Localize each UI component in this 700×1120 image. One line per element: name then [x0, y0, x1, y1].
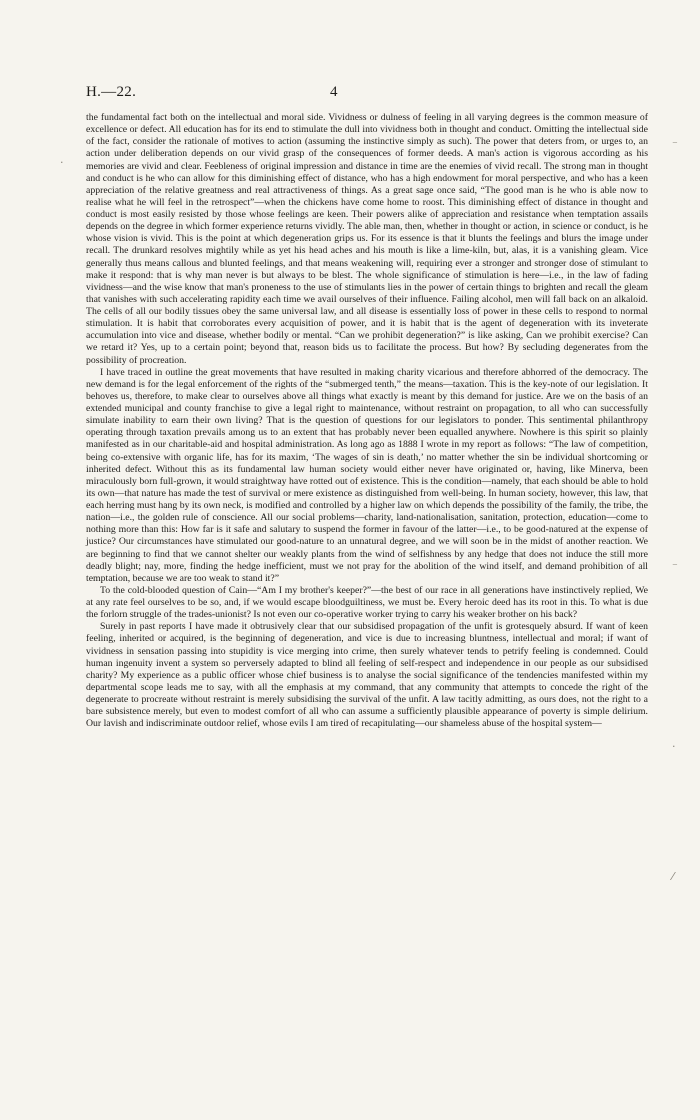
margin-mark-icon: ⁻: [672, 560, 678, 573]
paragraph-cain: To the cold-blooded question of Cain—“Am I my brother's keeper?”—the best of our race in all generations have instinctively replied, We at any rate feel ourselves to be so, and, if we would escape bloodguiltiness, we must be. Every heroic deed has its root in this. To what is due the forlorn struggle of the trades-unionist? Is not even our co-operative worker trying to carry his weaker brother on his back?: [86, 584, 648, 621]
document-reference: H.—22.: [86, 84, 137, 100]
body-text: [86, 112, 648, 730]
page-header: [86, 84, 648, 106]
margin-mark-icon: ⁻: [672, 138, 678, 151]
margin-mark-icon: ·: [60, 156, 64, 169]
margin-mark-icon: ·: [672, 740, 676, 753]
paragraph-unfit: Surely in past reports I have made it obtrusively clear that our subsidised propagation of the unfit is grotesquely absurd. If want of keen feeling, inherited or acquired, is the beginning of degeneration, and vice is due to increasing bluntness, intellectual and moral; if want of vividness in sensation passing into stupidity is vice merging into crime, then surely whatever tends to petrify feeling is condemned. Could human ingenuity invent a system so perversely adapted to blind all feeling of self-respect and independence in our people as our subsidised charity? My experience as a public officer whose chief business is to analyse the social significance of the tendencies manifested within my departmental scope leads me to say, with all the emphasis at my command, that any community that attempts to concede the right of the degenerate to procreate without restraint is merely subsidising the survival of the unfit. A law tacitly admitting, as ours does, not the right to a bare subsistence merely, but even to modest comfort of all who can assume a sufficiently plausible appearance of poverty is simple delirium. Our lavish and indiscriminate outdoor relief, whose evils I am tired of recapitulating—our shameless abuse of the hospital system—: [86, 621, 648, 730]
page-number: 4: [330, 84, 338, 100]
margin-mark-icon: ⁄: [672, 870, 674, 883]
paragraph-degeneration: the fundamental fact both on the intellectual and moral side. Vividness or dulness of feeling in all varying degrees is the common measure of excellence or defect. All education has for its end to stimulate the dull into vividness both in thought and conduct. Omitting the intellectual side of the fact, consider the rationale of motives to action (assuming the instinctive simply as such). The power that deters from, or urges to, an action under deliberation depends on our vivid grasp of the consequences of former deeds. A man's action is vigorous according as his memories are vivid and clear. Feebleness of original impression and distance in time are the enemies of vivid recall. The strong man in thought and conduct is he who can allow for this diminishing effect of distance, who has a high endowment for moral perspective, and who has a keen appreciation of the relative greatness and real attractiveness of things. As a great sage once said, “The good man is he who is able now to realise what he will feel in the retrospect”—when the chickens have come home to roost. This diminishing effect of distance in thought and conduct is most easily resisted by those whose feelings are keen. Their powers alike of appreciation and resistance when temptation assails depends on the degree in which former experience returns vividly. The able man, then, whether in thought or action, in science or conduct, is he whose vision is vivid. This is the point at which degeneration grips us. For its essence is that it blunts the feelings and blurs the image under recall. The drunkard resolves mightily while as yet his head aches and his mouth is like a lime-kiln, but, alas, it is a vanishing gleam. Vice generally thus means callous and blunted feelings, and that means weakening will, requiring ever a stronger and stronger dose of stimulant to make it respond: that is why man never is but always to be blest. The whole significance of stimulation is here—i.e., in the law of fading vividness—and the wise know that man's proneness to the use of stimulants lies in the power of certain things to brighten and recall the gleam that vanishes with such accelerating rapidity each time we avail ourselves of their influence. Failing alcohol, men will fall back on an alkaloid. The cells of all our bodily tissues obey the same universal law, and all disease is essentially loss of power in these cells to respond to normal stimulation. It is habit that corroborates every acquisition of power, and it is habit that is the agent of degeneration with its inveterate accumulation into vice and disease, whether bodily or mental. “Can we prohibit degeneration?” is like asking, Can we prohibit exercise? Can we retard it? Yes, up to a certain point; beyond that, reason bids us to facilitate the process. But how? By secluding degenerates from the possibility of procreation.: [86, 112, 648, 366]
paragraph-charity: I have traced in outline the great movements that have resulted in making charity vicarious and therefore abhorred of the democracy. The new demand is for the legal enforcement of the rights of the “submerged tenth,” the means—taxation. This is the key-note of our legislation. It behoves us, therefore, to make clear to ourselves above all things what exactly is meant by this demand for justice. Are we on the basis of an extended municipal and county franchise to give a legal right to maintenance, without restraint on propagation, to all who can successfully simulate inability to earn their own living? That is the question of questions for our legislators to ponder. This sentimental philanthropy operating through taxation prevails among us to an extent that has probably never been equalled anywhere. Nowhere is this spirit so plainly manifested as in our charitable-aid and hospital administration. As long ago as 1888 I wrote in my report as follows: “The law of competition, being co-extensive with organic life, has for its maxim, ‘The wages of sin is death,’ no matter whether the sin be individual shortcoming or inherited defect. Without this as its fundamental law human society would either never have originated or, having, like Minerva, been miraculously born full-grown, it would straightway have rotted out of existence. This is the condition—namely, that each should be able to hold its own—that nature has made the test of survival or mere existence as distinguished from well-being. In human society, however, this law, that each herring must hang by its own neck, is modified and controlled by a higher law on which depends the possibility of the family, the tribe, the nation—i.e., the golden rule of conscience. All our social problems—charity, land-nationalisation, sanitation, protection, education—come to nothing more than this: How far is it safe and salutary to suspend the former in favour of the latter—i.e., to be good-natured at the expense of justice? Our circumstances have stimulated our good-nature to an unnatural degree, and we will soon be in the midst of another reaction. We are beginning to find that we cannot shelter our weakly plants from the wind of selfishness by any hedge that does not induce the still more deadly blight; nay, more, finding the hedge inefficient, must we not pray for the abolition of the wind itself, and demand prohibition of all temptation, because we are too weak to stand it?”: [86, 366, 648, 584]
